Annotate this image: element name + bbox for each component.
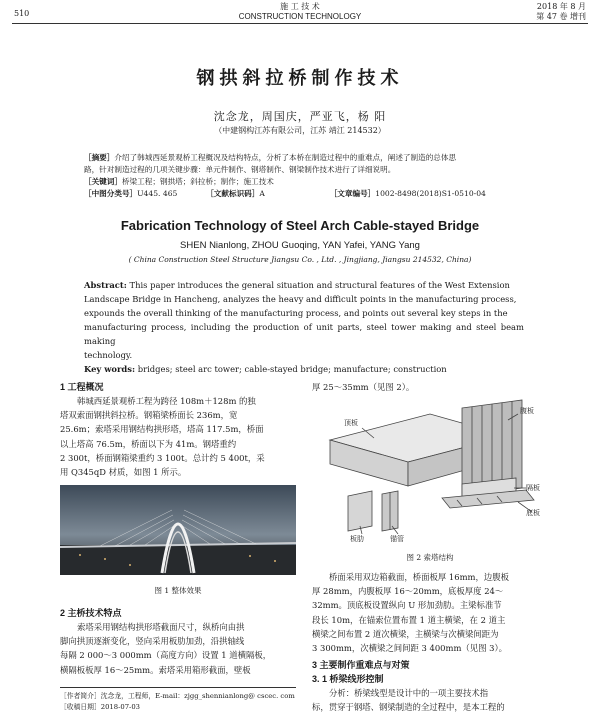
figure-2-drawing [312, 396, 548, 544]
page-number: 510 [14, 9, 30, 18]
keywords-en-label: Key words: [84, 364, 136, 374]
section-1-heading: 1 工程概况 [60, 382, 104, 392]
body-line: 段长 10m，在锚索位置布置 1 道主横梁，在 2 道主 [312, 614, 506, 625]
article-no-value: 1002-8498(2018)S1-0510-04 [375, 189, 486, 198]
authors-cn: 沈念龙，周国庆，严亚飞，杨 阳 [213, 110, 387, 123]
body-line: 3 300mm，次横梁之间间距 3 400mm（见图 3）。 [312, 643, 508, 654]
authors-en: SHEN Nianlong, ZHOU Guoqing, YAN Yafei, YANG Yang [180, 240, 420, 251]
volume: 第 47 卷 增刊 [536, 12, 586, 21]
section-2-continuation: 厚 25～35mm（见图 2）。 [312, 382, 415, 392]
abstract-cn [84, 152, 524, 200]
section-1-body [60, 394, 296, 479]
label-top-plate: 顶板 [344, 420, 358, 427]
body-line: 以上塔高 76.5m，桥面以下为 41m。钢塔重约 [60, 438, 237, 449]
issue-date: 2018 年 8 月 [536, 2, 586, 11]
keywords-cn: 桥梁工程；钢拱塔；斜拉桥；制作；施工技术 [121, 177, 274, 186]
body-line: 用 Q345qD 材质，如图 1 所示。 [60, 467, 187, 478]
body-line: 索塔采用钢结构拱形塔截面尺寸，纵桥向由拱 [77, 622, 245, 632]
clc-value: U445. 465 [137, 189, 178, 198]
label-bottom-plate: 底板 [526, 510, 540, 517]
body-line: 分析：桥梁线型是设计中的一项主要技术指 [329, 688, 489, 698]
body-line: 32mm。顶底板设置纵向 U 形加劲肋。主梁标准节 [312, 600, 502, 611]
abstract-label: ［摘要］ [84, 153, 115, 162]
body-line: 桥面采用双边箱截面，桥面板厚 16mm，边腹板 [329, 572, 509, 582]
figure-1-caption: 图 1 整体效果 [154, 586, 202, 595]
body-line: 韩城西延景观桥工程为跨径 108m＋128m 的独 [77, 396, 256, 406]
body-line: 25.6m；索塔采用钢结构拱形塔，塔高 117.5m，桥面 [60, 424, 264, 435]
abstract-en-line2: Landscape Bridge in Hancheng, analyzes the heavy and difficult points in the manufacturing process, [84, 294, 517, 304]
body-line: 2 300t，桥面钢箱梁重约 3 100t。总计约 5 400t，采 [60, 452, 265, 463]
body-line: 厚 28mm，内腹板厚 16～20mm，底板厚度 24～ [312, 586, 504, 597]
journal-name-en: CONSTRUCTION TECHNOLOGY [238, 12, 362, 21]
keywords-label: ［关键词］ [84, 177, 122, 186]
abstract-en-line1: This paper introduces the general situation and structural features of the West Extension [129, 280, 510, 290]
clc-label: ［中图分类号］ [84, 189, 138, 198]
abstract-en-line4: manufacturing process, including the production of unit parts, steel tower making and steel beam making [84, 322, 524, 346]
abstract-en [84, 278, 524, 376]
abstract-en-label: Abstract: [84, 280, 127, 290]
label-plate-rib: 板肋 [350, 536, 364, 543]
body-line: 横隔板板厚 16～25mm。索塔采用箱形截面，壁板 [60, 664, 251, 675]
abstract-en-line5: technology. [84, 350, 133, 360]
bridge-rendering [60, 485, 296, 575]
body-line: 每隔 2 000～3 000mm（高度方向）设置 1 道横隔板， [60, 650, 272, 661]
abstract-cn-line1: 介绍了韩城西延景观桥工程概况及结构特点，分析了本桥在制造过程中的重难点，阐述了制造的总体思 [114, 153, 457, 162]
header-rule [12, 23, 588, 24]
title-cn: 钢拱斜拉桥制作技术 [196, 68, 404, 89]
body-line: 横梁之间布置 2 道次横梁，主横梁与次横梁间距为 [312, 628, 499, 639]
keywords-en: bridges; steel arc tower; cable-stayed bridge; manufacture; construction [137, 364, 447, 374]
affiliation-en: ( China Construction Steel Structure Jiangsu Co. , Ltd. , Jingjiang, Jiangsu 214532, China) [128, 255, 472, 264]
label-diaphragm: 隔板 [526, 485, 540, 492]
label-web-plate: 腹板 [520, 408, 534, 415]
section-3-1-body [312, 686, 548, 714]
title-en: Fabrication Technology of Steel Arch Cable-stayed Bridge [120, 218, 480, 233]
affiliation-cn: （中建钢构江苏有限公司，江苏 靖江 214532） [214, 126, 386, 135]
section-2-body [60, 620, 296, 677]
figure-1-image [60, 485, 296, 575]
section-2-heading: 2 主桥技术特点 [60, 608, 122, 618]
body-line: 塔双索面钢拱斜拉桥。钢箱梁桥面长 236m，宽 [60, 410, 238, 421]
abstract-en-line3: expounds the overall thinking of the manufacturing process, and points out several key steps in the [84, 308, 508, 318]
section-2-body-right [312, 570, 548, 655]
classification-line [84, 188, 524, 200]
footnote-date: ［收稿日期］2018-07-03 [60, 703, 140, 711]
doc-code-value: A [259, 189, 265, 198]
body-line: 脚向拱顶逐渐变化，竖向采用板肋加劲，沿拱轴线 [60, 636, 245, 647]
section-3-heading: 3 主要制作重难点与对策 [312, 660, 410, 670]
article-no-label: ［文章编号］ [329, 189, 376, 198]
figure-2-caption: 图 2 索塔结构 [406, 553, 454, 562]
footnote-rule [60, 687, 296, 688]
label-anchor-pipe: 锚管 [390, 536, 404, 543]
section-3-1-heading: 3. 1 桥梁线形控制 [312, 674, 384, 684]
journal-name-cn: 施 工 技 术 [280, 2, 320, 11]
body-line: 标，贯穿于钢塔、钢梁制造的全过程中，是本工程的 [312, 702, 505, 713]
doc-code-label: ［文献标识码］ [206, 189, 260, 198]
footnote-author: ［作者简介］沈念龙，工程师，E-mail：zjgg_shennianlong@ cscec. com [60, 692, 295, 700]
abstract-cn-line2: 路，针对制造过程的几项关键步骤：单元件制作、钢塔制作、钢梁制作技术进行了详细说明。 [84, 165, 396, 174]
